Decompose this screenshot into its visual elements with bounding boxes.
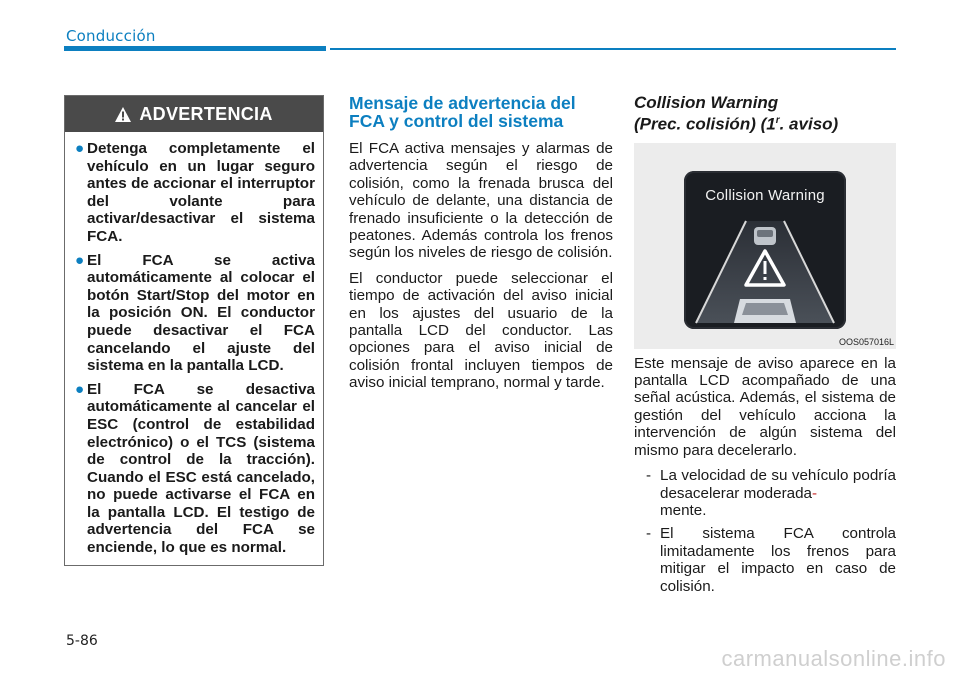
middle-column xyxy=(349,94,613,400)
cluster-display xyxy=(684,171,846,329)
page-number: 5-86 xyxy=(66,633,98,649)
middle-heading: Mensaje de advertencia del FCA y control del sistema xyxy=(349,93,576,131)
dash-item: - El sistema FCA controla limitadamente los frenos para mitigar el impacto en caso de colisión. xyxy=(646,525,896,595)
right-heading: Collision Warning (Prec. colisión) (1$^r$. aviso) xyxy=(634,93,839,134)
warning-header xyxy=(65,96,323,132)
header-rule-thin xyxy=(330,48,896,50)
bullet-icon: ● xyxy=(75,251,85,269)
figure-code: OOS057016L xyxy=(838,336,894,347)
warning-triangle-icon xyxy=(115,107,131,122)
display-text: Collision Warning xyxy=(705,186,825,204)
bullet-icon: ● xyxy=(75,140,85,157)
warning-item: ● El FCA se activa automáticamente al colocar el botón Start/Stop del motor en la posición ON. El conductor puede desactivar el FCA cancelando el ajuste del sistema en la pantalla LCD. xyxy=(75,251,315,375)
dash-item: - La velocidad de su vehículo podría desacelerar moderada- mente. xyxy=(646,467,896,519)
right-paragraph-1: Este mensaje de aviso aparece en la pantalla LCD acompañado de una señal acústica. Además, el sistema de gestión del vehículo acciona la intervención de algún sistema del mismo para decelerarlo. xyxy=(634,354,896,459)
warning-item: ● Detenga completamente el vehículo en un lugar seguro antes de accionar el interruptor del volante para activar/desactivar el sistema FCA. xyxy=(75,140,315,245)
middle-paragraph-1: El FCA activa mensajes y alarmas de advertencia según el riesgo de colisión, como la frenada brusca del vehículo de delante, una distancia de frenado insuficiente o la detección de peatones. Además controla los frenos según los niveles de riesgo de colisión. xyxy=(349,140,613,262)
warning-list xyxy=(65,132,323,557)
warning-item: ● El FCA se desactiva automáticamente al cancelar el ESC (control de estabilidad electrónico) o el TCS (sistema de control de la tracción). Cuando el ESC está cancelado, no puede activarse el FCA en la pantalla LCD. El testigo de advertencia del FCA se enciende, lo que es normal. xyxy=(75,380,315,557)
bullet-icon: ● xyxy=(75,380,85,398)
middle-paragraph-2: El conductor puede seleccionar el tiempo de activación del aviso inicial en los ajustes del usuario de la pantalla LCD del conductor. Las opciones para el aviso inicial de colisión frontal incluyen tiempos de aviso inicial temprano, normal y tarde. xyxy=(349,269,613,392)
warning-box xyxy=(64,95,324,566)
right-column xyxy=(634,94,896,601)
section-title: Conducción xyxy=(66,27,156,45)
collision-warning-figure xyxy=(634,143,896,349)
header-rule-thick xyxy=(64,46,326,51)
watermark: carmanualsonline.info xyxy=(721,646,946,671)
road-car-illustration xyxy=(684,219,846,325)
warning-title: ADVERTENCIA xyxy=(139,103,273,124)
